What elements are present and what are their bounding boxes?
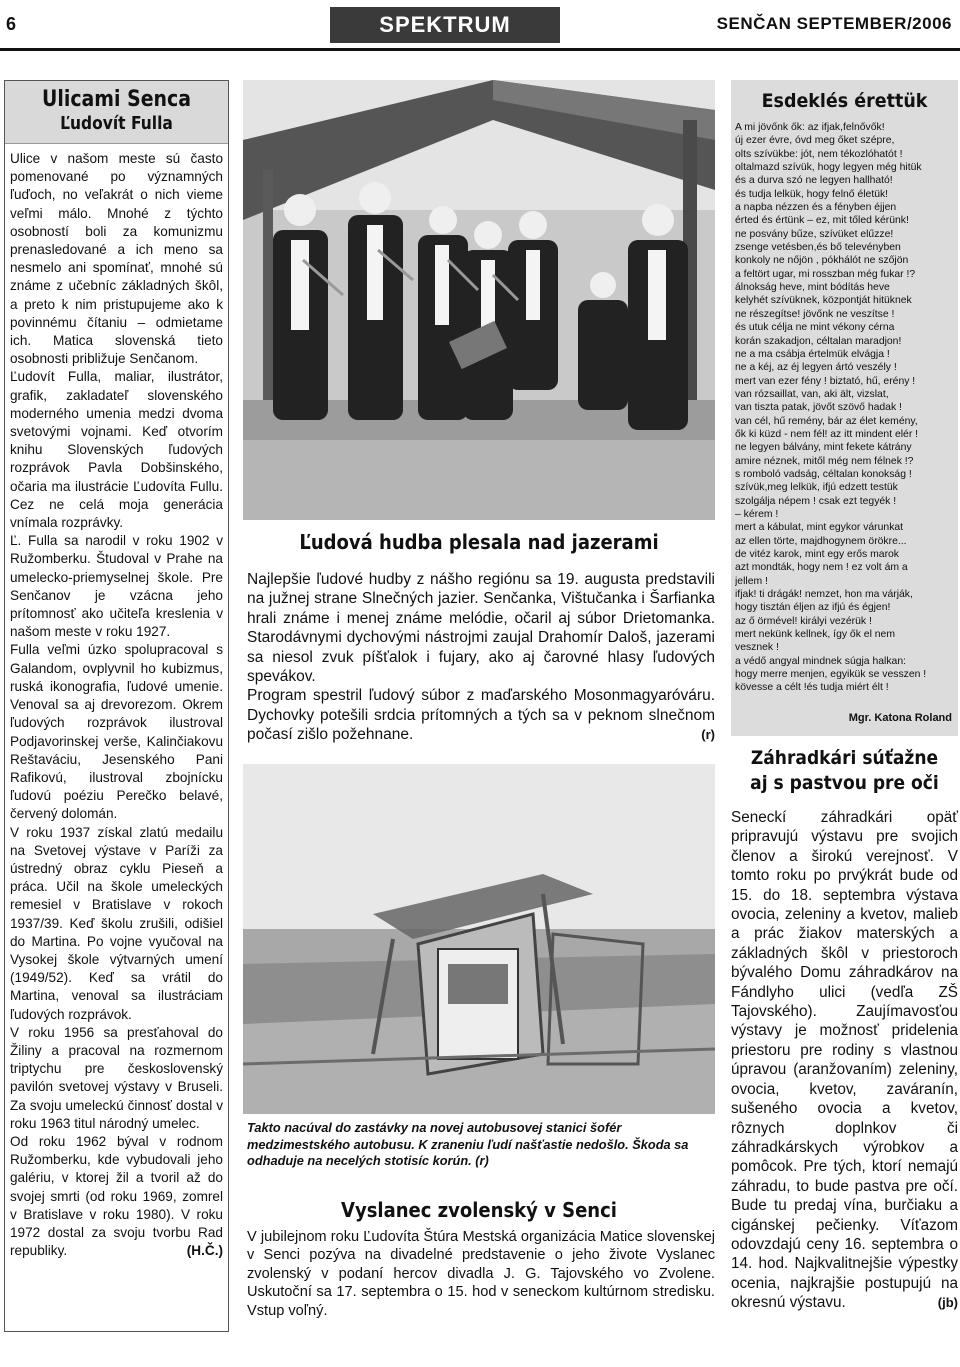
poem-line: és utuk célja ne mint vékony cérna xyxy=(735,322,895,334)
bus-shelter-photo xyxy=(243,764,715,1114)
poem-line: hogy merre menjen, egyikük se vesszen ! xyxy=(735,669,927,681)
poem-line: álnokság heve, mint bódítás heve xyxy=(735,282,890,294)
poem-line: s romboló vadság, céltalan konokság ! xyxy=(735,468,912,480)
poem-line: szívük,meg lelkük, ifjú edzett testük xyxy=(735,482,898,494)
fulla-title: Ulicami Senca xyxy=(41,87,192,112)
poem-line: a feltört ugar, mi rosszban még fukar !? xyxy=(735,268,916,280)
fulla-paragraph: Ľ. Fulla sa narodil v roku 1902 v Ružomberku. Študoval v Prahe na umelecko-priemyselnej škole. Pre Senčanov je vzácna jeho prítomnosť ako učiteľa kreslenia v našom meste v roku 1927. xyxy=(10,533,223,640)
fulla-article xyxy=(4,80,229,1332)
garden-body xyxy=(731,808,958,1313)
poem-line: – kérem ! xyxy=(735,508,779,520)
poem-line: ne a ma csábja értelmük elvágja ! xyxy=(735,348,890,360)
fulla-paragraph: V roku 1937 získal zlatú medailu na Svetovej výstave v Paríži za ústredný obraz cyklu Pieseň a práca. Učil na škole umeleckých remesiel v Bratislave v rokoch 1937/39. Keď školu zrušili, odišiel do Martina. Po vojne vyučoval na Vysokej škole výtvarných umení (1949/52). Keď sa vrátil do Martina, venoval sa ilustráciam ľudových rozprávok. xyxy=(10,824,223,1022)
fulla-subtitle: Ľudovít Fulla xyxy=(60,113,173,134)
issue-label: SENČAN SEPTEMBER/2006 xyxy=(716,14,952,33)
poem-line: A mi jövőnk ők: az ifjak,felnővők! xyxy=(735,122,885,133)
music-signature: (r) xyxy=(701,727,715,743)
poem-line: oltalmazd szívük, hogy legyen még hitük xyxy=(735,162,922,174)
poem-line: ők ki küzd - nem fél! az itt mindent elér ! xyxy=(735,428,919,440)
poem-line: és tudja lelkük, hogy felnő életük! xyxy=(735,188,889,200)
music-headline: Ľudová hudba plesala nad jazerami xyxy=(299,530,659,554)
poem-line: mert a kábulat, mint egykor várunkat xyxy=(735,522,904,534)
poem-author: Mgr. Katona Roland xyxy=(848,711,952,724)
poem-line: konkoly ne nőjön , pókhálót ne szőjön xyxy=(735,255,909,267)
folk-band-photo xyxy=(243,80,715,520)
poem-line: szolgálja népem ! csak ezt tegyék ! xyxy=(735,495,897,507)
poem-line: olts szívükbe: jót, nem tékozlóhatót ! xyxy=(735,148,903,160)
poem-line: amire néznek, mitől még nem félnek !? xyxy=(735,455,914,467)
poem-line: ne posvány bűze, szívüket elűzze! xyxy=(735,228,894,240)
music-paragraph: Najlepšie ľudové hudby z nášho regiónu sa 19. augusta predstavili na južnej strane Slnečných jazier. Senčanka, Vištučanka i Šarfianka hrali známe i menej známe melódie, očaril aj súbor Drietomanka. Starodávnymi dychovými nástrojmi zaujal Drahomír Daloš, jazerami sa niesol zvuk píšťalok i fujary, ako aj čarovné hlasy ľudových spevákov. xyxy=(247,571,715,686)
fulla-last-text: Od roku 1962 býval v rodnom Ružomberku, kde vybudovali jeho galériu, v ktorej žil a tvoril až do svojej smrti (od roku 1969, zomrel v Bratislave v roku 1980). V roku 1972 dostal za svoju tvorbu Rad republiky. xyxy=(10,1133,223,1259)
fulla-body xyxy=(5,144,228,1260)
poem-line: a védő angyal mindnek súgja halkan: xyxy=(735,655,906,667)
poem-line: ne a kéj, az éj legyen ártó veszély ! xyxy=(735,362,897,374)
poem-line: kelyhét szívüknek, központját hitüknek xyxy=(735,295,912,307)
poem-line: az ellen törte, majdhogynem örökre... xyxy=(735,535,907,547)
poem-line: kövesse a célt !és tudja miért élt ! xyxy=(735,682,889,694)
vyslanec-headline: Vyslanec zvolenský v Senci xyxy=(341,1198,617,1222)
poem-line: érted és értünk – ez, mit tőled kérünk! xyxy=(735,215,909,227)
header-rule xyxy=(0,48,960,51)
poem-line: van cél, hű remény, bár az élet kemény, xyxy=(735,415,918,427)
poem-line: zsenge vetésben,és bő televényben xyxy=(735,242,901,254)
poem-line: mert van ezer fény ! biztató, hű, erény ! xyxy=(735,375,916,387)
poem-line: jellem ! xyxy=(735,575,768,587)
poem-line: van tiszta patak, jövőt szövő hadak ! xyxy=(735,402,902,414)
poem-line: mert nekünk kellnek, így ők el nem xyxy=(735,629,895,641)
poem-line: vesznek ! xyxy=(735,642,779,654)
fulla-paragraph: Ľudovít Fulla, maliar, ilustrátor, grafik, zakladateľ slovenského moderného umenia medzi dvoma svetovými vojnami. Keď otvorím knihu Slovenských ľudových rozprávok Pavla Dobšinského, očaria ma ilustrácie Ľudovíta Fullu. Cez ne celá moja generácia vnímala rozprávky. xyxy=(10,369,223,531)
fulla-signature: (H.Č.) xyxy=(186,1243,223,1259)
fulla-paragraph: Fulla veľmi úzko spolupracoval s Galandom, ovplyvnil ho kubizmus, ruská ikonografia, ľudové umenie. Venoval sa aj drevorezom. Okrem ľudových rozprávok ilustroval Podjavorinskej verše, Kalinčiakovu Reštaváciu, Jesenského Pani Rafikovú, ilustroval zbojnícku ľudovú poéziu Perečko belavé, červený dolomán. xyxy=(10,642,223,822)
poem-line: új ezer évre, óvd meg őket szépre, xyxy=(735,135,895,147)
garden-text: Seneckí záhradkári opäť pripravujú výstavu pre svojich členov a širokú verejnosť. V tomto roku po prvýkrát bude od 15. do 18. septembra výstava ovocia, zeleniny a kvetov, malieb a prác žiakov materských a základných škôl v priestoroch bývalého Domu záhradkárov na Fándlyho ulici (vedľa ZŠ Tajovského). Zaujímavosťou výstavy je možnosť pridelenia priestoru pre rodiny s vlastnou úpravou (aranžovaním) zeleniny, ovocia, kvetov, zaváranín, sušeného ovocia a kvetov, rôznych doplnkov či záhradkárskych výrobkov a pomôcok. Pre tých, ktorí nemajú záhradu, to bude pastva pre očí. Bude tu predaj vína, burčiaku a cigánskej pečienky. Víťazom odovzdajú ceny 16. septembra o 14. hod. Najkvalitnejšie výpestky ocenia, najkrajšie postupujú na okresnú výstavu. xyxy=(731,809,958,1312)
page-header xyxy=(0,0,960,50)
garden-headline-line: aj s pastvou pre oči xyxy=(750,772,939,794)
garden-signature: (jb) xyxy=(937,1295,958,1311)
fulla-heading xyxy=(5,81,228,144)
vyslanec-body: V jubilejnom roku Ľudovíta Štúra Mestská organizácia Matice slovenskej v Senci pozýva na divadelné predstavenie o jeho živote Vyslanec zvolenský v podaní hercov divadla J. G. Tajovského vo Zvolene. Uskutoční sa 17. septembra o 15. hod v seneckom kultúrnom stredisku. Vstup voľný. xyxy=(247,1229,715,1319)
section-banner: SPEKTRUM xyxy=(330,7,560,43)
poem-line: korán szakadjon, céltalan maradjon! xyxy=(735,335,902,347)
poem-line: a napba nézzen és a fényben éjjen xyxy=(735,202,897,214)
garden-headline-line: Záhradkári súťažne xyxy=(750,747,939,769)
poem-line: ifjak! ti drágák! nemzet, hon ma várják, xyxy=(735,589,913,601)
bus-shelter-caption: Takto nacúval do zastávky na novej autobusovej stanici šofér medzimestského autobusu. K zraneniu ľudí našťastie nedošlo. Škoda sa odhaduje na necelých stotisíc korún. (r) xyxy=(247,1120,689,1168)
poem-line: ne legyen bálvány, mint fekete kátrány xyxy=(735,442,912,454)
fulla-paragraph: V roku 1956 sa presťahoval do Žiliny a pracoval na rozmernom triptychu pre československý pavilón svetovej výstavy v Bruseli. Za svoju umeleckú činnosť dostal v roku 1963 titul národný umelec. xyxy=(10,1024,223,1131)
poem-line: de vitéz karok, mint egy erős marok xyxy=(735,549,900,560)
fulla-paragraph xyxy=(10,1133,223,1260)
poem-box xyxy=(731,80,958,736)
garden-headline xyxy=(742,746,946,796)
poem-line: azt mondták, hogy nem ! ez volt ám a xyxy=(735,562,908,574)
poem-title: Esdeklés érettük xyxy=(761,90,928,112)
music-last-text: Program spestril ľudový súbor z maďarského Mosonmagyaróváru. Dychovky potešili srdcia prítomných a tých sa v peknom slnečnom počasí zišlo požehnane. xyxy=(247,687,715,744)
music-body xyxy=(247,570,715,745)
poem-line: ne részegítse! jövőnk ne veszítse ! xyxy=(735,308,895,320)
music-paragraph xyxy=(247,686,715,744)
poem-line: és a durva szó ne legyen hallható! xyxy=(735,175,893,187)
poem-lines xyxy=(731,112,958,695)
poem-line: hogy tisztán éljen az ifjú és égjen! xyxy=(735,602,891,614)
poem-line: az ő örmével! királyi vezérük ! xyxy=(735,615,872,627)
fulla-paragraph: Ulice v našom meste sú často pomenované po významných ľuďoch, no veľakrát o nich vieme veľmi málo. Mnohé z týchto osobností boli za komunizmu prenasledované a ich meno sa nesmelo ani spomínať, mnohé sú známe z učebníc základných škôl, a preto k nim pristupujeme ako k povinnému čítaniu – odmietame ich. Matica slovenská tieto osobnosti približuje Senčanom. xyxy=(10,151,223,367)
poem-line: van rózsaillat, van, aki ält, vizslat, xyxy=(735,388,889,400)
page-number: 6 xyxy=(6,14,17,34)
